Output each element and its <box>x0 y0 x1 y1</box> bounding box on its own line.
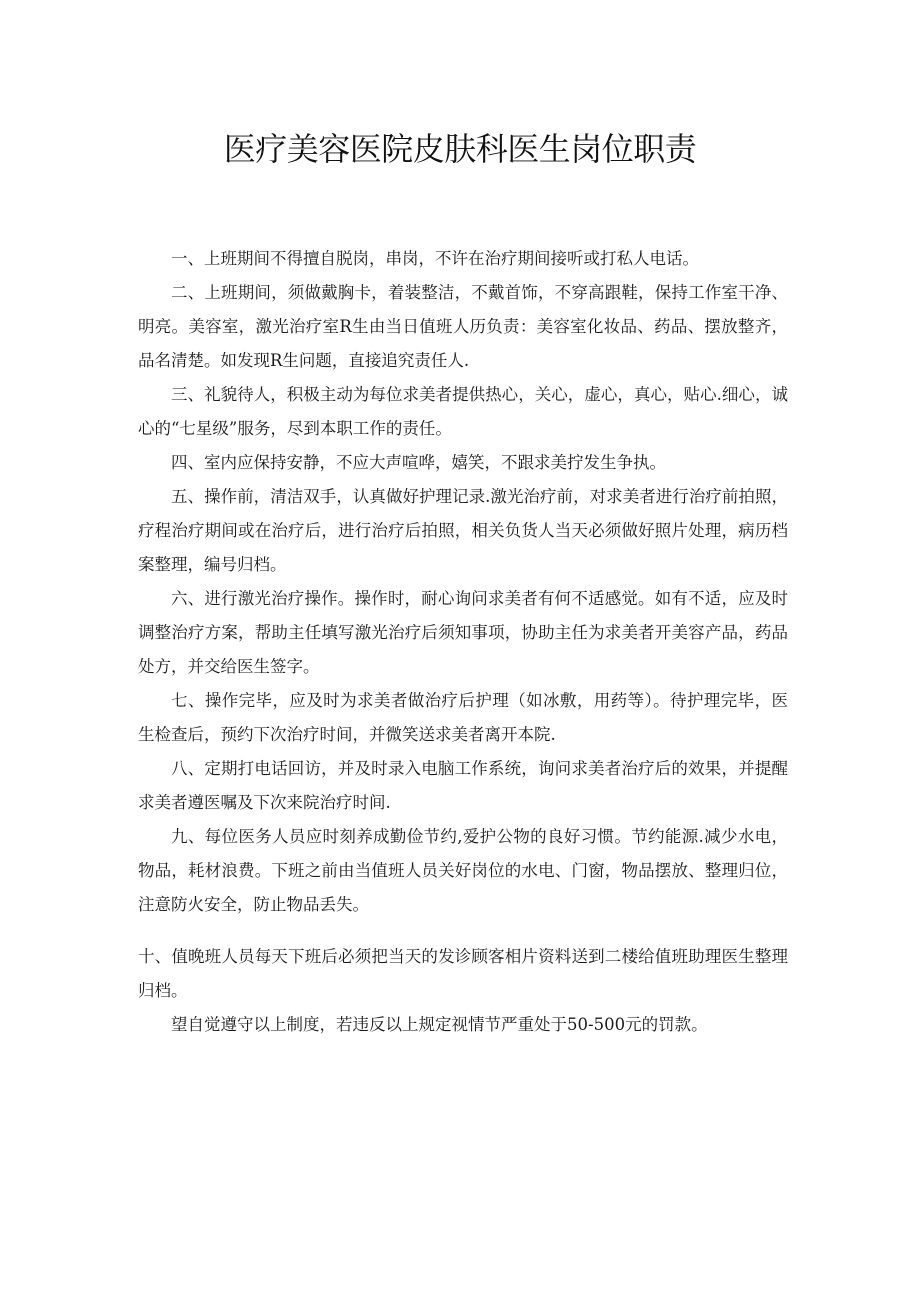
duty-item-9: 九、每位医务人员应时刻养成勤俭节约,爱护公物的良好习惯。节约能源.减少水电，物品，耗材浪费。下班之前由当值班人员关好岗位的水电、门窗，物品摆放、整理归位，注意防火安全，防止物品丢失。 <box>138 827 788 914</box>
duty-item-2: 二、上班期间，须做戴胸卡，着装整洁，不戴首饰，不穿高跟鞋，保持工作室干净、明亮。美容室，激光治疗室R生由当日值班人历负责：美容室化妆品、药品、摆放整齐，品名清楚。如发现R生问题，直接追究责任人. <box>138 283 788 370</box>
duty-item-5: 五、操作前，清洁双手，认真做好护理记录.激光治疗前，对求美者进行治疗前拍照，疗程治疗期间或在治疗后，进行治疗后拍照，相关负货人当天必须做好照片处理，病历档案整理，编号归档。 <box>138 487 788 574</box>
duty-item-7: 七、操作完毕，应及时为求美者做治疗后护理（如冰敷，用药等）。待护理完毕，医生检查后，预约下次治疗时间，并微笑送求美者离开本院. <box>138 691 788 744</box>
duty-item-3: 三、礼貌待人，积极主动为每位求美者提供热心，关心，虚心，真心，贴心.细心，诚心的“七星级”服务，尽到本职工作的责任。 <box>138 385 788 438</box>
duty-item-6: 六、进行激光治疗操作。操作时，耐心询问求美者有何不适感觉。如有不适，应及时调整治疗方案，帮助主任填写激光治疗后须知事项，协助主任为求美者开美容产品，药品处方，并交给医生签字。 <box>138 589 788 676</box>
duty-item-4: 四、室内应保持安静，不应大声喧哗，嬉笑，不跟求美拧发生争执。 <box>171 453 666 472</box>
document-body <box>138 242 788 1042</box>
duty-item-10: 十、值晚班人员每天下班后必须把当天的发诊顾客相片资料送到二楼给值班助理医生整理归档。 <box>138 947 788 1000</box>
document-title: 医疗美容医院皮肤科医生岗位职责 <box>223 130 697 168</box>
duty-item-1: 一、上班期间不得擅自脱岗，串岗，不许在治疗期间接听或打私人电话。 <box>171 249 699 268</box>
closing-statement: 望自觉遵守以上制度，若违反以上规定视情节严重处于50-500元的罚款。 <box>171 1015 708 1034</box>
duty-item-8: 八、定期打电话回访，并及时录入电脑工作系统，询问求美者治疗后的效果，并提醒求美者遵医嘱及下次来院治疗时间. <box>138 759 788 812</box>
